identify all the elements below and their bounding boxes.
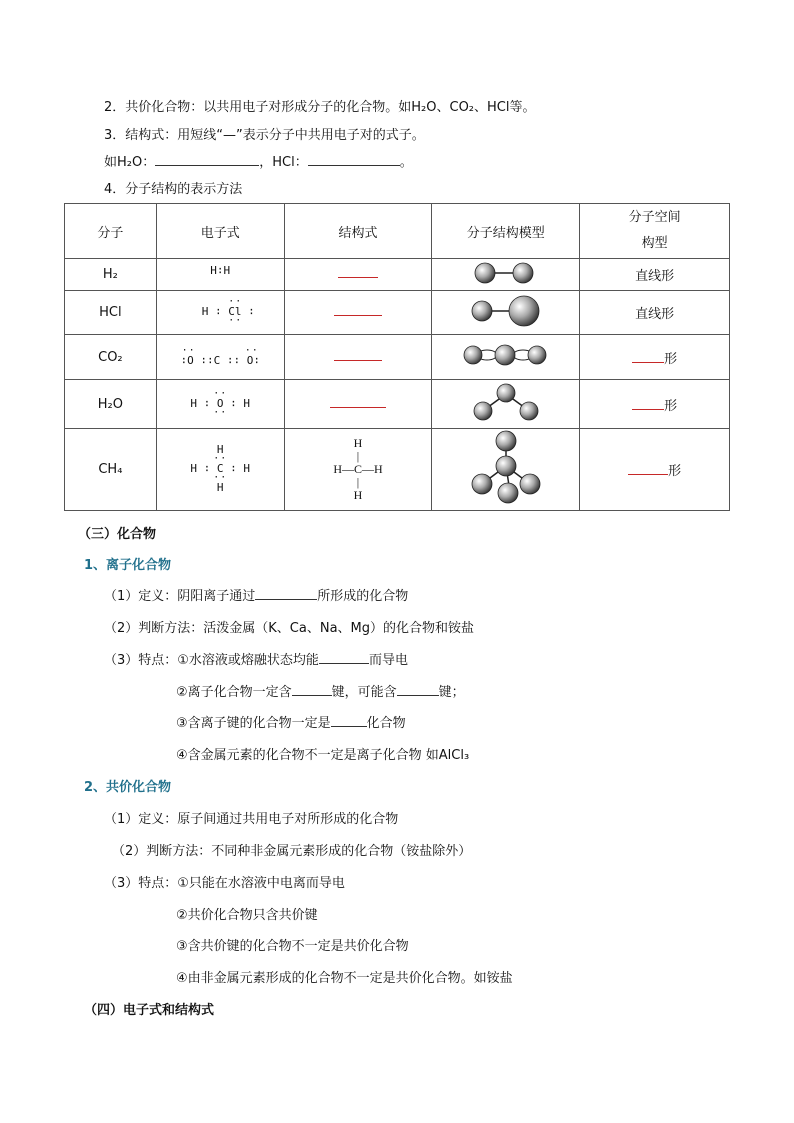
- molecule-name: CO₂: [65, 335, 157, 380]
- table-row: [65, 291, 730, 335]
- intro-line-4: 4．分子结构的表示方法: [104, 182, 243, 197]
- ionic-feature-1: （3）特点：①水溶液或熔融状态均能 而导电: [104, 653, 408, 668]
- ionic-def-blank[interactable]: [255, 587, 317, 600]
- shape-cell: [580, 380, 730, 429]
- structure-cell: [284, 335, 432, 380]
- header-electron: 电子式: [156, 204, 284, 259]
- covalent-compound-heading: 2、共价化合物: [84, 780, 172, 795]
- shape-blank[interactable]: [632, 399, 664, 410]
- covalent-definition: （1）定义：原子间通过共用电子对所形成的化合物: [104, 812, 399, 827]
- model-cell: [432, 380, 580, 429]
- table-header-row: [65, 204, 730, 259]
- ionic-feat-blank[interactable]: [319, 651, 369, 664]
- shape-blank[interactable]: [632, 352, 664, 363]
- model-cell: [432, 335, 580, 380]
- h2o-ball-stick-model: [466, 382, 546, 422]
- structure-blank[interactable]: [334, 305, 382, 316]
- table-row: [65, 335, 730, 380]
- ionic-judge: （2）判断方法：活泼金属（K、Ca、Na、Mg）的化合物和铵盐: [104, 621, 474, 636]
- section-3-title: （三）化合物: [78, 527, 157, 542]
- intro-line-3: 3．结构式：用短线“—”表示分子中共用电子对的式子。: [104, 128, 425, 143]
- structure-blank[interactable]: [330, 397, 386, 408]
- table-row: [65, 259, 730, 291]
- molecule-table: [64, 203, 730, 511]
- electron-formula: ·· H ∶ O ∶ H ··: [156, 380, 284, 429]
- ionic-feature-3: ③含离子键的化合物一定是 化合物: [176, 716, 406, 731]
- molecule-name: H₂: [65, 259, 157, 291]
- header-shape: 分子空间构型: [580, 204, 730, 259]
- hcl-structure-blank[interactable]: [308, 153, 400, 166]
- electron-formula: ·· H ∶ Cl ∶ ··: [156, 291, 284, 335]
- structure-cell: [284, 291, 432, 335]
- ionic-feature-4: ④含金属元素的化合物不一定是离子化合物 如AlCl₃: [176, 748, 470, 763]
- covalent-judge: （2）判断方法：不同种非金属元素形成的化合物（铵盐除外）: [112, 844, 472, 859]
- shape-suffix: 形: [668, 464, 682, 479]
- co2-ball-stick-model: [461, 342, 551, 368]
- fill-prefix: 如H₂O：: [104, 155, 156, 170]
- structure-blank[interactable]: [334, 350, 382, 361]
- molecule-name: HCl: [65, 291, 157, 335]
- fill-end: 。: [399, 155, 413, 170]
- covalent-feature-1: （3）特点：①只能在水溶液中电离而导电: [104, 876, 345, 891]
- ionic-bond-blank-2[interactable]: [397, 683, 439, 696]
- shape-suffix: 形: [664, 351, 678, 367]
- ch4-ball-stick-model: [466, 430, 546, 506]
- ionic-compound-heading: 1、离子化合物: [84, 558, 172, 573]
- shape-text: 直线形: [580, 291, 730, 335]
- model-cell: [432, 259, 580, 291]
- structure-cell: [284, 259, 432, 291]
- structure-formula: H | H—C—H | H: [284, 429, 432, 511]
- electron-formula: ·· ·· ∶O ∶∶C ∶∶ O∶: [156, 335, 284, 380]
- molecule-name: H₂O: [65, 380, 157, 429]
- table-row: [65, 380, 730, 429]
- section-4-title: （四）电子式和结构式: [84, 1003, 215, 1018]
- ionic-bond-blank-1[interactable]: [292, 683, 332, 696]
- model-cell: [432, 291, 580, 335]
- fill-mid: ，HCl：: [259, 155, 308, 170]
- h2-ball-stick-model: [471, 260, 541, 286]
- shape-text: 直线形: [580, 259, 730, 291]
- intro-fill-line: [104, 151, 413, 170]
- header-molecule: 分子: [65, 204, 157, 259]
- covalent-feature-2: ②共价化合物只含共价键: [176, 908, 318, 923]
- intro-line-2: 2．共价化合物：以共用电子对形成分子的化合物。如H₂O、CO₂、HCl等。: [104, 100, 536, 115]
- hcl-ball-stick-model: [468, 294, 544, 328]
- electron-formula: H∶H: [156, 259, 284, 291]
- shape-cell: [580, 335, 730, 380]
- header-structure: 结构式: [284, 204, 432, 259]
- model-cell: [432, 429, 580, 511]
- shape-cell: [580, 429, 730, 511]
- ionic-definition: （1）定义：阴阳离子通过 所形成的化合物: [104, 589, 409, 604]
- molecule-name: CH₄: [65, 429, 157, 511]
- covalent-feature-3: ③含共价键的化合物不一定是共价化合物: [176, 939, 409, 954]
- structure-cell: [284, 380, 432, 429]
- ionic-feature-2: ②离子化合物一定含 键，可能含 键；: [176, 685, 465, 700]
- electron-formula: H ·· H ∶ C ∶ H ·· H: [156, 429, 284, 511]
- structure-blank[interactable]: [338, 267, 378, 278]
- header-model: 分子结构模型: [432, 204, 580, 259]
- covalent-feature-4: ④由非金属元素形成的化合物不一定是共价化合物。如铵盐: [176, 971, 513, 986]
- ionic-compound-blank[interactable]: [331, 714, 367, 727]
- shape-blank[interactable]: [628, 464, 668, 475]
- table-row: [65, 429, 730, 511]
- h2o-structure-blank[interactable]: [155, 153, 259, 166]
- shape-suffix: 形: [664, 398, 678, 414]
